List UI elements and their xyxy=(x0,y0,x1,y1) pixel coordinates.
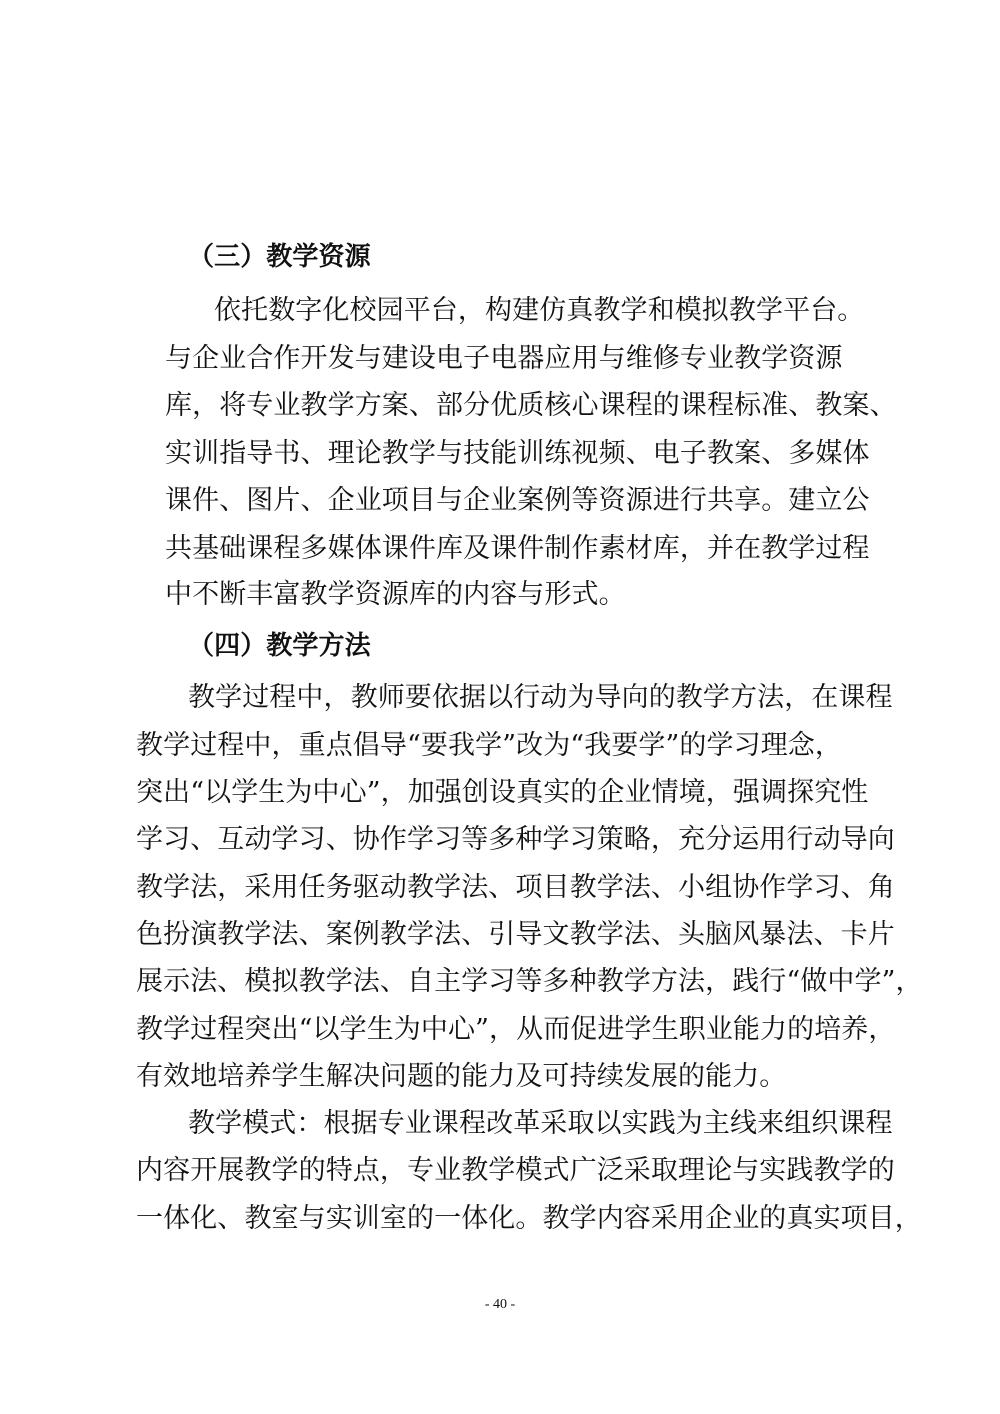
paragraph-line: 中不断丰富教学资源库的内容与形式。 xyxy=(165,579,626,610)
paragraph-line: 共基础课程多媒体课件库及课件制作素材库，并在教学过程 xyxy=(165,533,870,564)
paragraph-line: 教学法，采用任务驱动教学法、项目教学法、小组协作学习、角 xyxy=(136,872,895,903)
paragraph-line: 与企业合作开发与建设电子电器应用与维修专业教学资源 xyxy=(165,343,843,374)
paragraph-line: 课件、图片、企业项目与企业案例等资源进行共享。建立公 xyxy=(165,485,870,516)
section-heading-teaching-methods: （四）教学方法 xyxy=(188,631,371,661)
paragraph-line: 教学过程突出“以学生为中心”，从而促进学生职业能力的培养， xyxy=(136,1014,896,1045)
paragraph-line: 实训指导书、理论教学与技能训练视频、电子教案、多媒体 xyxy=(165,438,870,469)
paragraph-line: 展示法、模拟教学法、自主学习等多种教学方法，践行“做中学”， xyxy=(136,966,923,997)
section-heading-teaching-resources: （三）教学资源 xyxy=(188,242,371,272)
paragraph-line: 突出“以学生为中心”，加强创设真实的企业情境，强调探究性 xyxy=(136,777,869,808)
paragraph-line: 教学过程中，重点倡导“要我学”改为“我要学”的学习理念， xyxy=(136,730,843,761)
paragraph-line: 教学过程中，教师要依据以行动为导向的教学方法，在课程 xyxy=(188,682,893,713)
paragraph-line: 有效地培养学生解决问题的能力及可持续发展的能力。 xyxy=(136,1061,787,1092)
paragraph-line: 学习、互动学习、协作学习等多种学习策略，充分运用行动导向 xyxy=(136,824,895,855)
page-number: - 40 - xyxy=(484,1297,516,1312)
paragraph-line: 依托数字化校园平台，构建仿真教学和模拟教学平台。 xyxy=(214,295,865,326)
paragraph-line: 一体化、教室与实训室的一体化。教学内容采用企业的真实项目， xyxy=(136,1203,922,1234)
paragraph-line: 教学模式：根据专业课程改革采取以实践为主线来组织课程 xyxy=(188,1108,893,1139)
paragraph-line: 库，将专业教学方案、部分优质核心课程的课程标准、教案、 xyxy=(165,390,897,421)
paragraph-line: 内容开展教学的特点，专业教学模式广泛采取理论与实践教学的 xyxy=(136,1155,895,1186)
paragraph-line: 色扮演教学法、案例教学法、引导文教学法、头脑风暴法、卡片 xyxy=(136,919,895,950)
